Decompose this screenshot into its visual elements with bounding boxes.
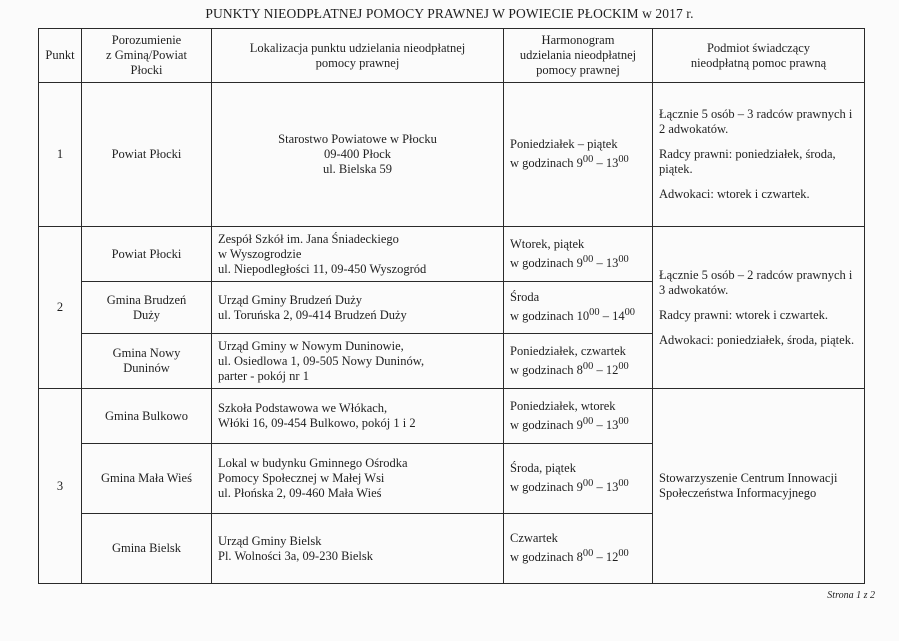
porozumienie-line: Gmina Bulkowo: [105, 408, 188, 423]
podmiot-radcy: Radcy prawni: wtorek i czwartek.: [659, 307, 829, 322]
lokalizacja-cell: [212, 444, 504, 514]
punkt-number: 2: [39, 227, 82, 389]
hours-start-minutes: 00: [589, 307, 600, 319]
podmiot-summary: Łącznie 5 osób – 2 radców prawnych i 3 adwokatów.: [659, 267, 853, 297]
harmonogram-hours: [510, 305, 646, 324]
header-podmiot: [653, 29, 865, 83]
header-harmonogram: [504, 29, 653, 83]
harmonogram-days: Wtorek, piątek: [510, 236, 585, 251]
hours-end-minutes: 00: [618, 154, 629, 166]
porozumienie-line: Duninów: [123, 361, 170, 375]
harmonogram-cell: [504, 389, 653, 444]
header-harmonogram-line: Harmonogram: [541, 33, 615, 47]
hours-end-minutes: 00: [624, 307, 635, 319]
harmonogram-hours: [510, 546, 646, 565]
porozumienie-line: Powiat Płocki: [111, 147, 182, 161]
lokalizacja-line: Pomocy Społecznej w Małej Wsi: [218, 471, 385, 485]
table-row: [39, 227, 865, 282]
porozumienie-cell: [82, 514, 212, 584]
lokalizacja-cell: [212, 282, 504, 334]
harmonogram-hours: [510, 152, 646, 171]
harmonogram-days: Środa: [510, 290, 540, 305]
harmonogram-cell: [504, 514, 653, 584]
podmiot-adwokaci: Adwokaci: wtorek i czwartek.: [659, 187, 810, 201]
hours-end-minutes: 00: [618, 478, 629, 490]
hours-end: – 13: [593, 156, 619, 171]
harmonogram-days: Poniedziałek, czwartek: [510, 343, 626, 358]
hours-start: w godzinach 10: [510, 309, 590, 324]
porozumienie-cell: [82, 227, 212, 282]
hours-end-minutes: 00: [618, 360, 629, 372]
lokalizacja-line: ul. Toruńska 2, 09-414 Brudzeń Duży: [218, 307, 407, 322]
hours-start-minutes: 00: [582, 154, 594, 166]
lokalizacja-cell: [212, 514, 504, 584]
hours-start: w godzinach 9: [510, 480, 583, 495]
header-porozumienie-line: z Gminą/Powiat: [106, 48, 187, 62]
header-porozumienie-line: Porozumienie: [111, 33, 182, 47]
podmiot-radcy: Radcy prawni: poniedziałek, środa, piątek.: [659, 147, 836, 176]
header-punkt: Punkt: [39, 29, 82, 83]
porozumienie-line: Gmina Brudzeń: [106, 292, 187, 307]
harmonogram-hours: [510, 414, 646, 433]
hours-end-minutes: 00: [618, 253, 629, 265]
harmonogram-days: Poniedziałek – piątek: [510, 137, 618, 152]
hours-end: – 13: [593, 418, 619, 433]
lokalizacja-line: Starostwo Powiatowe w Płocku: [278, 132, 437, 146]
header-porozumienie-line: Płocki: [130, 63, 163, 77]
lokalizacja-line: ul. Osiedlowa 1, 09-505 Nowy Duninów,: [218, 353, 425, 368]
punkt-number: 3: [39, 389, 82, 584]
podmiot-cell: [653, 389, 865, 584]
porozumienie-line: Gmina Bielsk: [111, 541, 182, 555]
lokalizacja-cell: [212, 389, 504, 444]
harmonogram-cell: [504, 334, 653, 389]
hours-end: – 14: [599, 309, 625, 324]
harmonogram-cell: [504, 444, 653, 514]
harmonogram-hours: [510, 476, 646, 495]
document-title: PUNKTY NIEODPŁATNEJ POMOCY PRAWNEJ W POWIECIE PŁOCKIM w 2017 r.: [205, 6, 694, 21]
lokalizacja-cell: [212, 83, 504, 227]
harmonogram-hours: [510, 252, 646, 271]
punkt-number: 1: [39, 83, 82, 227]
hours-end: – 12: [593, 363, 619, 378]
hours-end-minutes: 00: [618, 548, 629, 560]
hours-start: w godzinach 9: [510, 156, 583, 171]
porozumienie-cell: [82, 334, 212, 389]
header-harmonogram-line: udzielania nieodpłatnej: [519, 48, 637, 62]
lokalizacja-cell: [212, 227, 504, 282]
table-row: [39, 83, 865, 227]
podmiot-cell: [653, 83, 865, 227]
page-number: Strona 1 z 2: [827, 590, 875, 601]
header-lokalizacja: [212, 29, 504, 83]
header-lokalizacja-line: pomocy prawnej: [315, 55, 400, 70]
header-harmonogram-line: pomocy prawnej: [536, 63, 620, 77]
lokalizacja-line: 09-400 Płock: [323, 147, 391, 161]
lokalizacja-line: Lokal w budynku Gminnego Ośrodka: [218, 456, 408, 470]
legal-aid-table: [38, 28, 865, 584]
lokalizacja-line: w Wyszogrodzie: [218, 246, 302, 261]
porozumienie-cell: [82, 389, 212, 444]
header-podmiot-line: Podmiot świadczący: [706, 40, 811, 55]
lokalizacja-line: Szkoła Podstawowa we Włókach,: [218, 401, 388, 415]
lokalizacja-line: Urząd Gminy Bielsk: [218, 533, 322, 548]
hours-start-minutes: 00: [582, 548, 594, 560]
porozumienie-cell: [82, 444, 212, 514]
lokalizacja-line: Pl. Wolności 3a, 09-230 Bielsk: [218, 548, 374, 563]
podmiot-cell: [653, 227, 865, 389]
hours-start-minutes: 00: [582, 415, 594, 427]
hours-start-minutes: 00: [582, 478, 594, 490]
header-podmiot-line: nieodpłatną pomoc prawną: [690, 55, 827, 70]
lokalizacja-line: parter - pokój nr 1: [218, 368, 309, 383]
porozumienie-cell: [82, 282, 212, 334]
hours-start: w godzinach 8: [510, 363, 583, 378]
harmonogram-cell: [504, 83, 653, 227]
hours-start: w godzinach 9: [510, 418, 583, 433]
hours-end: – 13: [593, 480, 619, 495]
lokalizacja-line: Włóki 16, 09-454 Bulkowo, pokój 1 i 2: [218, 416, 416, 430]
hours-start: w godzinach 8: [510, 550, 583, 565]
harmonogram-cell: [504, 227, 653, 282]
hours-end: – 13: [593, 256, 619, 271]
porozumienie-line: Duży: [132, 307, 161, 322]
lokalizacja-line: ul. Niepodległości 11, 09-450 Wyszogród: [218, 261, 427, 276]
porozumienie-line: Gmina Nowy: [112, 346, 181, 360]
podmiot-organization: Stowarzyszenie Centrum Innowacji Społeczeństwa Informacyjnego: [659, 471, 838, 500]
hours-start: w godzinach 9: [510, 256, 583, 271]
harmonogram-cell: [504, 282, 653, 334]
lokalizacja-line: ul. Płońska 2, 09-460 Mała Wieś: [218, 486, 382, 500]
harmonogram-days: Środa, piątek: [510, 461, 576, 476]
podmiot-summary: Łącznie 5 osób – 3 radców prawnych i 2 adwokatów.: [659, 107, 853, 136]
podmiot-adwokaci: Adwokaci: poniedziałek, środa, piątek.: [659, 332, 855, 347]
porozumienie-cell: [82, 83, 212, 227]
header-porozumienie: [82, 29, 212, 83]
hours-end: – 12: [593, 550, 619, 565]
header-row: [39, 29, 865, 83]
hours-end-minutes: 00: [618, 415, 629, 427]
harmonogram-hours: [510, 359, 646, 378]
hours-start-minutes: 00: [582, 360, 594, 372]
lokalizacja-line: ul. Bielska 59: [322, 162, 393, 176]
harmonogram-days: Poniedziałek, wtorek: [510, 398, 616, 413]
lokalizacja-line: Urząd Gminy w Nowym Duninowie,: [218, 338, 404, 353]
lokalizacja-cell: [212, 334, 504, 389]
hours-start-minutes: 00: [582, 253, 594, 265]
porozumienie-line: Gmina Mała Wieś: [101, 471, 192, 485]
table-row: [39, 389, 865, 444]
lokalizacja-line: Zespół Szkół im. Jana Śniadeckiego: [218, 231, 399, 246]
header-lokalizacja-line: Lokalizacja punktu udzielania nieodpłatnej: [249, 40, 466, 55]
harmonogram-days: Czwartek: [510, 531, 558, 546]
lokalizacja-line: Urząd Gminy Brudzeń Duży: [218, 292, 363, 307]
porozumienie-line: Powiat Płocki: [111, 246, 182, 261]
